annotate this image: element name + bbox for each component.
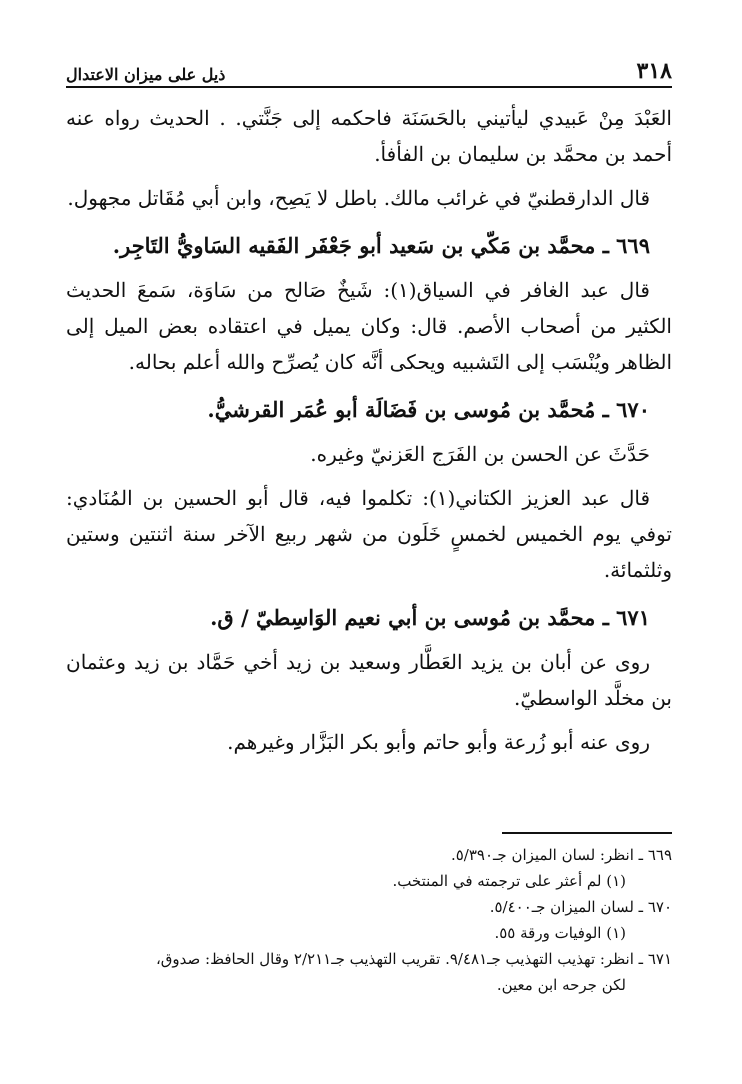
footnote-rule — [502, 832, 672, 834]
running-title: ذيل على ميزان الاعتدال — [66, 65, 226, 84]
paragraph-abd-al-ghafir: قال عبد الغافر في السياق(١): شَيخٌ صَالح من سَاوَة، سَمعَ الحديث الكثير من أصحاب الأصم. قال: وكان يميل في اعتقاده بعض الميل إلى الظاهر ويُنْسَب إلى التَشبيه ويحكى أنَّه كان يُصرِّح والله أعلم بحاله. — [66, 278, 672, 374]
paragraph-kattani: قال عبد العزيز الكتاني(١): تكلموا فيه، قال أبو الحسين بن المُنَادي: توفي يوم الخميس لخمسٍ خَلَون من شهر ربيع الآخر سنة اثنتين وستين وثلثمائة. — [66, 486, 672, 582]
entry-heading-670: ٦٧٠ ـ مُحمَّد بن مُوسى بن فَضَالَة أبو عُمَر القرشيُّ. — [207, 397, 650, 422]
footnote-669-sub: (١) لم أعثر على ترجمته في المنتخب. — [392, 872, 626, 890]
header-rule — [66, 86, 672, 88]
paragraph-hadith-end: العَبْدَ مِنْ عَبيدي ليأتيني بالحَسَنَة فاحكمه إلى جَنَّتي. . الحديث رواه عنه أحمد بن محمَّد بن سليمان بن الفأفأ. — [66, 106, 672, 166]
entry-heading-669: ٦٦٩ ـ محمَّد بن مَكّي بن سَعيد أبو جَعْفَر الفَقيه السَاويُّ التَاجِر. — [112, 233, 650, 258]
paragraph-rawa-an: روى عن أبان بن يزيد العَطَّار وسعيد بن زيد أخي حَمَّاد بن زيد وعثمان بن مخلَّد الواسطيّ. — [66, 650, 672, 710]
footnote-670: ٦٧٠ ـ لسان الميزان جـ٥/٤٠٠. — [489, 898, 672, 916]
footnote-671-cont: لكن جرحه ابن معين. — [496, 976, 626, 994]
page-header — [66, 58, 672, 84]
entry-heading-671: ٦٧١ ـ محمَّد بن مُوسى بن أبي نعيم الوَاسِطيّ / ق. — [210, 605, 650, 630]
page-number: ٣١٨ — [636, 58, 672, 84]
paragraph-haddatha: حَدَّثَ عن الحسن بن الفَرَج العَزنيّ وغيره. — [310, 442, 650, 466]
footnotes — [66, 842, 672, 998]
footnote-671: ٦٧١ ـ انظر: تهذيب التهذيب جـ٩/٤٨١. تقريب التهذيب جـ٢/٢١١ وقال الحافظ: صدوق، — [155, 950, 672, 968]
footnote-669: ٦٦٩ ـ انظر: لسان الميزان جـ٥/٣٩٠. — [450, 846, 672, 864]
main-text — [66, 100, 672, 760]
footnote-670-sub: (١) الوفيات ورقة ٥٥. — [494, 924, 626, 942]
paragraph-rawa-anhu: روى عنه أبو زُرعة وأبو حاتم وأبو بكر البَزَّار وغيرهم. — [227, 730, 650, 754]
paragraph-daraqutni: قال الدارقطنيّ في غرائب مالك. باطل لا يَصِح، وابن أبي مُقَاتل مجهول. — [67, 186, 650, 210]
